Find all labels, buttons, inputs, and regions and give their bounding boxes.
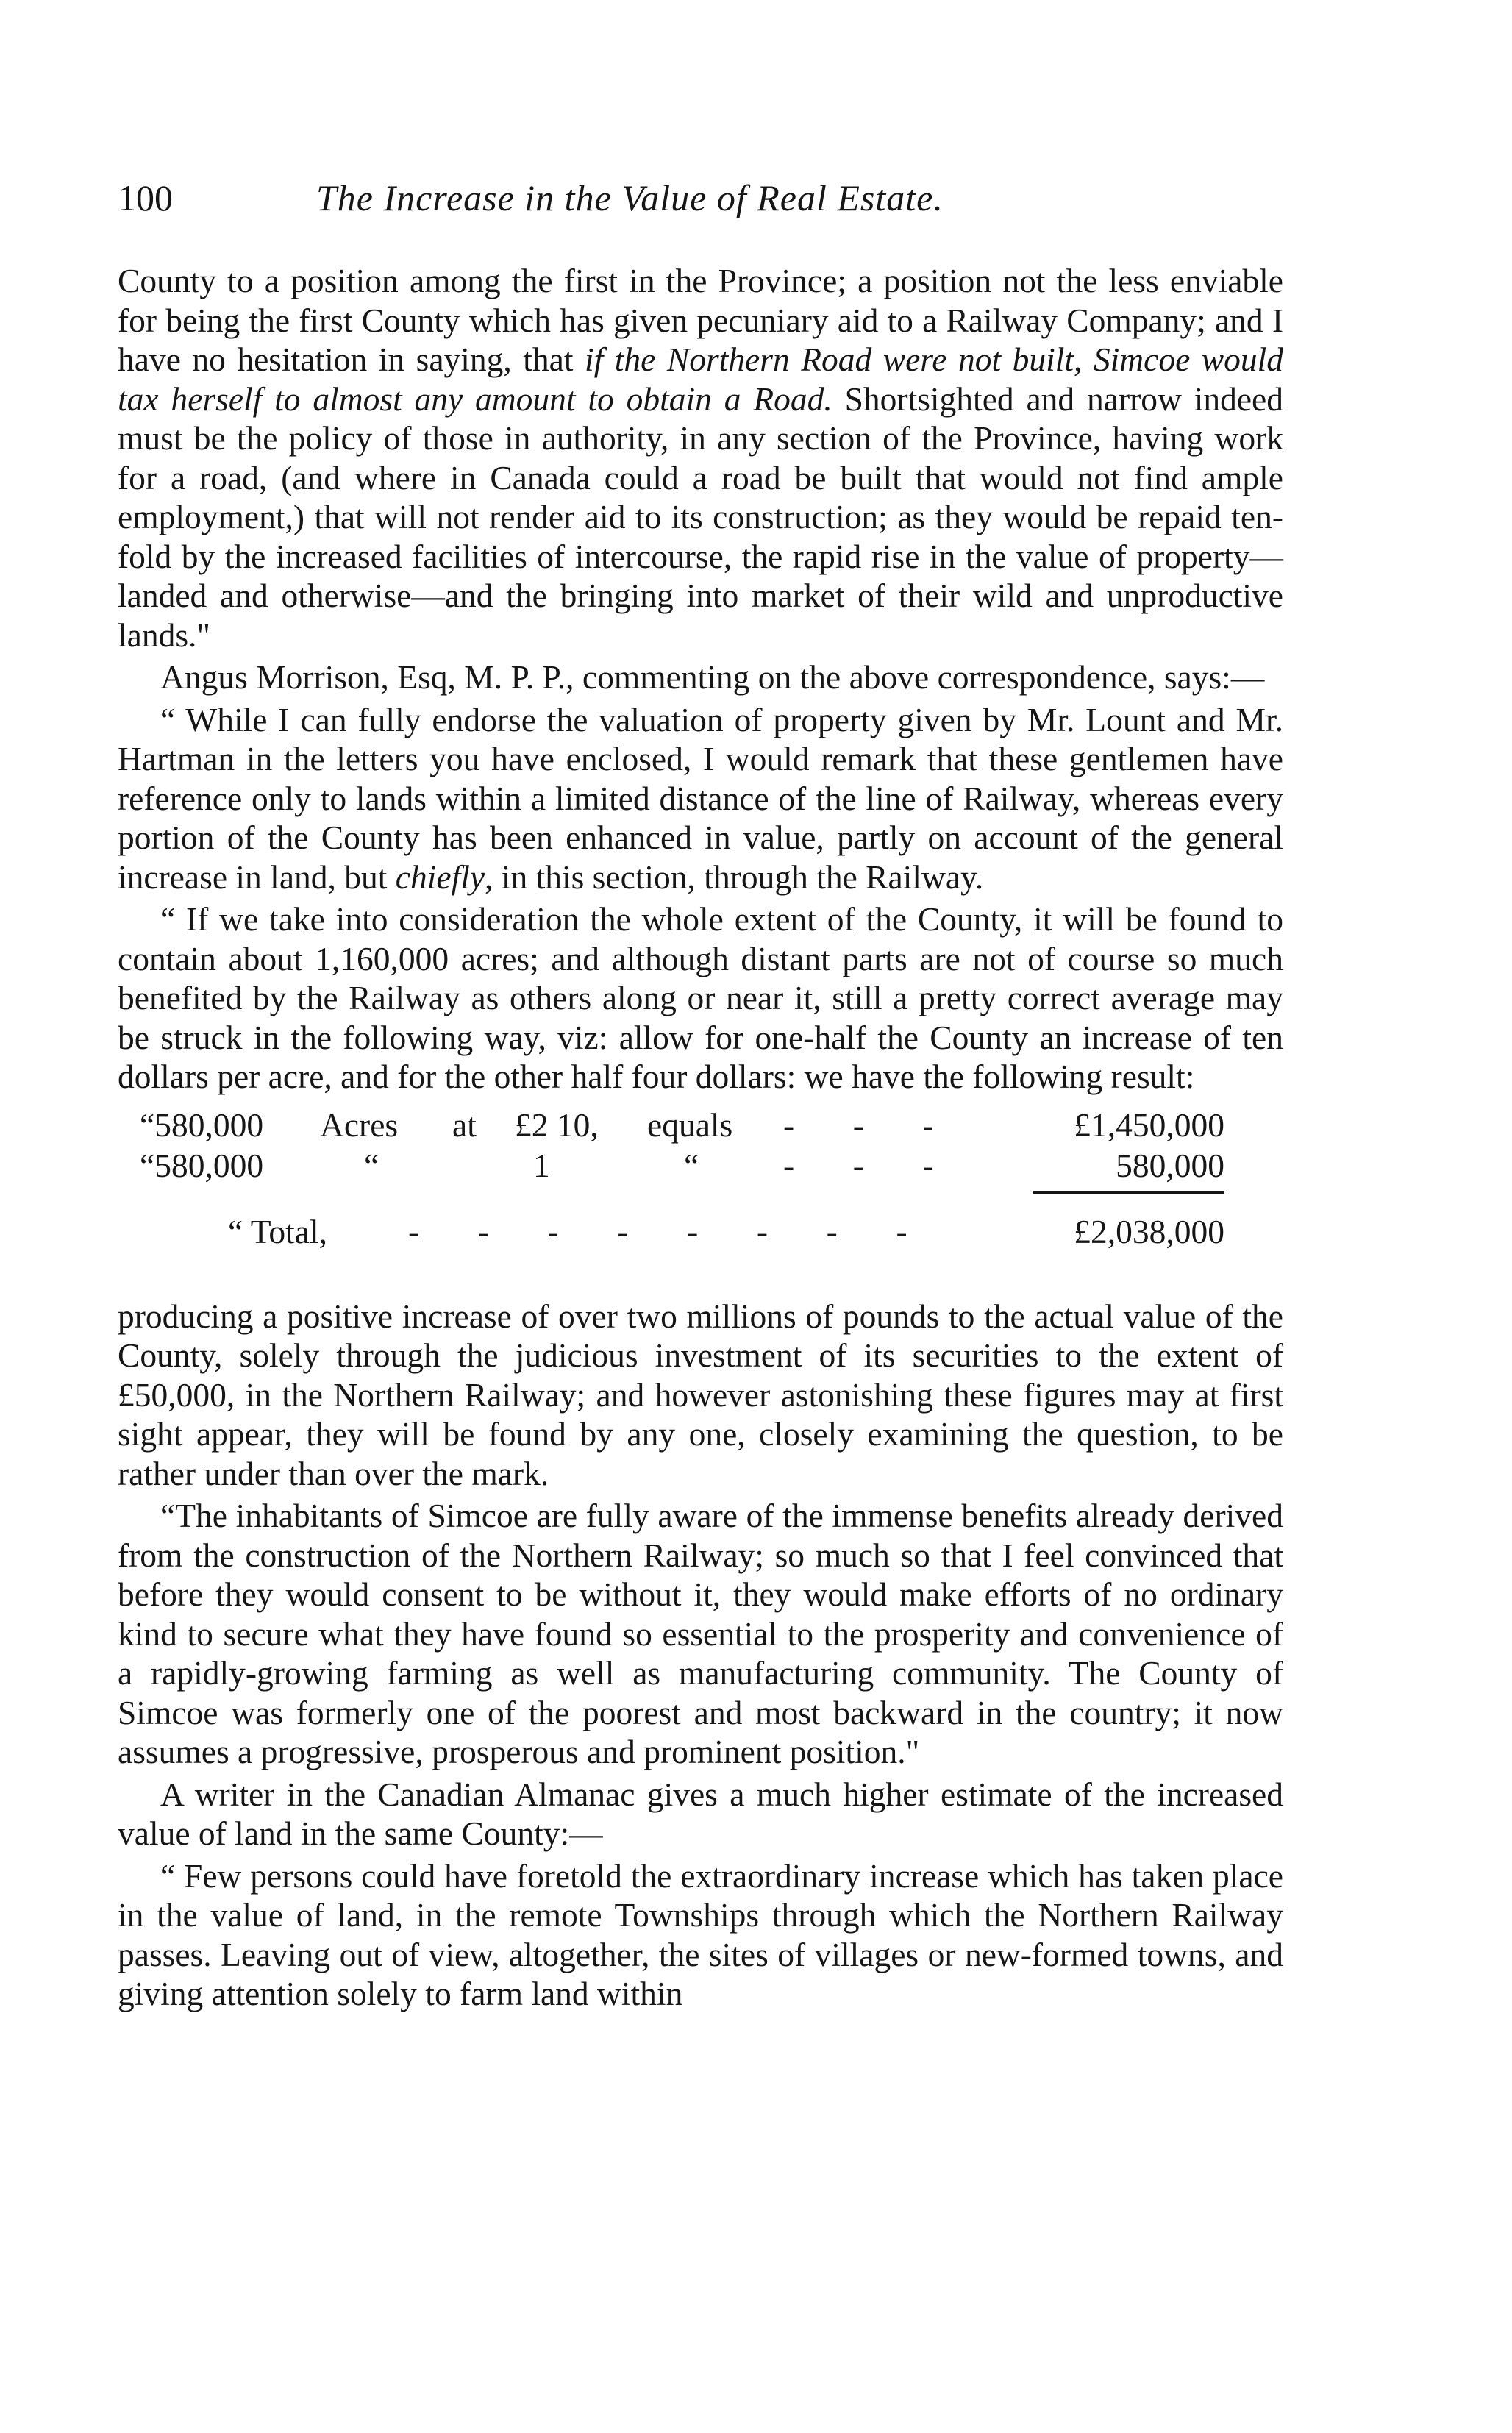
sum-rule [1033, 1191, 1224, 1194]
calc-row-2-dashes: - - - [783, 1146, 934, 1184]
paragraph-1 [118, 261, 1283, 655]
paragraph-1-italic: if the Northern Road were not built, Simcoe would tax herself to almost any amount to obtain a Road. [118, 341, 1283, 418]
calc-row-1-qty: “580,000 [140, 1105, 264, 1144]
calc-row-2 [118, 1146, 1283, 1186]
paragraph-2: Angus Morrison, Esq, M. P. P., commenting on the above correspondence, says:— [160, 658, 1265, 696]
calc-row-1-dashes: - - - [783, 1105, 934, 1144]
page-number: 100 [118, 177, 173, 218]
paragraph-1-text-a: County to a position among the first in the Province; a position not the less enviable for being the first County which has given pecuniary aid to a Railway Company; and I have no hesitation in saying, that [118, 262, 1283, 378]
paragraph-3-italic: chiefly [395, 858, 485, 896]
calc-row-1-rate: £2 10, [515, 1105, 599, 1144]
calc-row-2-rate: 1 [533, 1146, 550, 1184]
running-title: The Increase in the Value of Real Estate. [316, 177, 944, 218]
calc-total-amount: £2,038,000 [1074, 1212, 1224, 1250]
calc-row-1-at: at [452, 1105, 477, 1144]
paragraph-7: A writer in the Canadian Almanac gives a much higher estimate of the increased value of land in the same County:— [118, 1775, 1283, 1852]
calc-row-2-unit: “ [364, 1146, 379, 1184]
calc-row-2-amount: 580,000 [1116, 1146, 1224, 1184]
paragraph-3-text-a: “ While I can fully endorse the valuation of property given by Mr. Lount and Mr. Hartman in the letters you have enclosed, I would remark that these gentlemen have reference only to lands within a limited distance of the line of Railway, whereas every portion of the County has been enhanced in value, partly on account of the general increase in land, but [118, 700, 1283, 896]
calculation-table [118, 1105, 1283, 1289]
calc-total-row [118, 1212, 1283, 1253]
paragraph-3-text-c: , in this section, through the Railway. [485, 858, 984, 896]
paragraph-5: producing a positive increase of over two millions of pounds to the actual value of the County, solely through the judicious investment of its securities to the extent of £50,000, in the Northern Railway; and however astonishing these figures may at first sight appear, they will be found by any one, closely examining the question, to be rather under than over the mark. [118, 1297, 1283, 1492]
calc-row-2-qty: “580,000 [140, 1146, 264, 1184]
calc-row-1-amount: £1,450,000 [1074, 1105, 1224, 1144]
running-header [118, 177, 1272, 228]
paragraph-1-text-c: Shortsighted and narrow indeed must be the policy of those in authority, in any section of the Province, having work for a road, (and where in Canada could a road be built that would not find ample employment,) that will not render aid to its construction; as they would be repaid ten-fold by the increased facilities of intercourse, the rapid rise in the value of property—landed and otherwise—and the bringing into market of their wild and unproductive lands." [118, 380, 1283, 654]
calc-total-label: “ Total, [228, 1212, 327, 1250]
page-body [118, 261, 1283, 2014]
paragraph-3 [118, 700, 1283, 897]
calc-total-dashes: - - - - - - - - [408, 1212, 907, 1250]
paragraph-4: “ If we take into consideration the whole extent of the County, it will be found to contain about 1,160,000 acres; and although distant parts are not of course so much benefited by the Railway as others along or near it, still a pretty correct average may be struck in the following way, viz: allow for one-half the County an increase of ten dollars per acre, and for the other half four dollars: we have the following result: [118, 900, 1283, 1095]
paragraph-6: “The inhabitants of Simcoe are fully aware of the immense benefits already derived from the construction of the Northern Railway; so much so that I feel convinced that before they would consent to be without it, they would make efforts of no ordinary kind to secure what they have found so essential to the prosperity and convenience of a rapidly-growing farming as well as manufacturing community. The County of Simcoe was formerly one of the poorest and most backward in the country; it now assumes a progressive, prosperous and prominent position." [118, 1497, 1283, 1770]
calc-row-1-eq: equals [647, 1105, 733, 1144]
calc-row-1-unit: Acres [320, 1105, 399, 1144]
calc-row-2-eq: “ [684, 1146, 699, 1184]
paragraph-8: “ Few persons could have foretold the extraordinary increase which has taken place in the value of land, in the remote Townships through which the Northern Railway passes. Leaving out of view, altogether, the sites of villages or new-formed towns, and giving attention solely to farm land within [118, 1856, 1283, 2012]
calc-row-1 [118, 1105, 1283, 1146]
